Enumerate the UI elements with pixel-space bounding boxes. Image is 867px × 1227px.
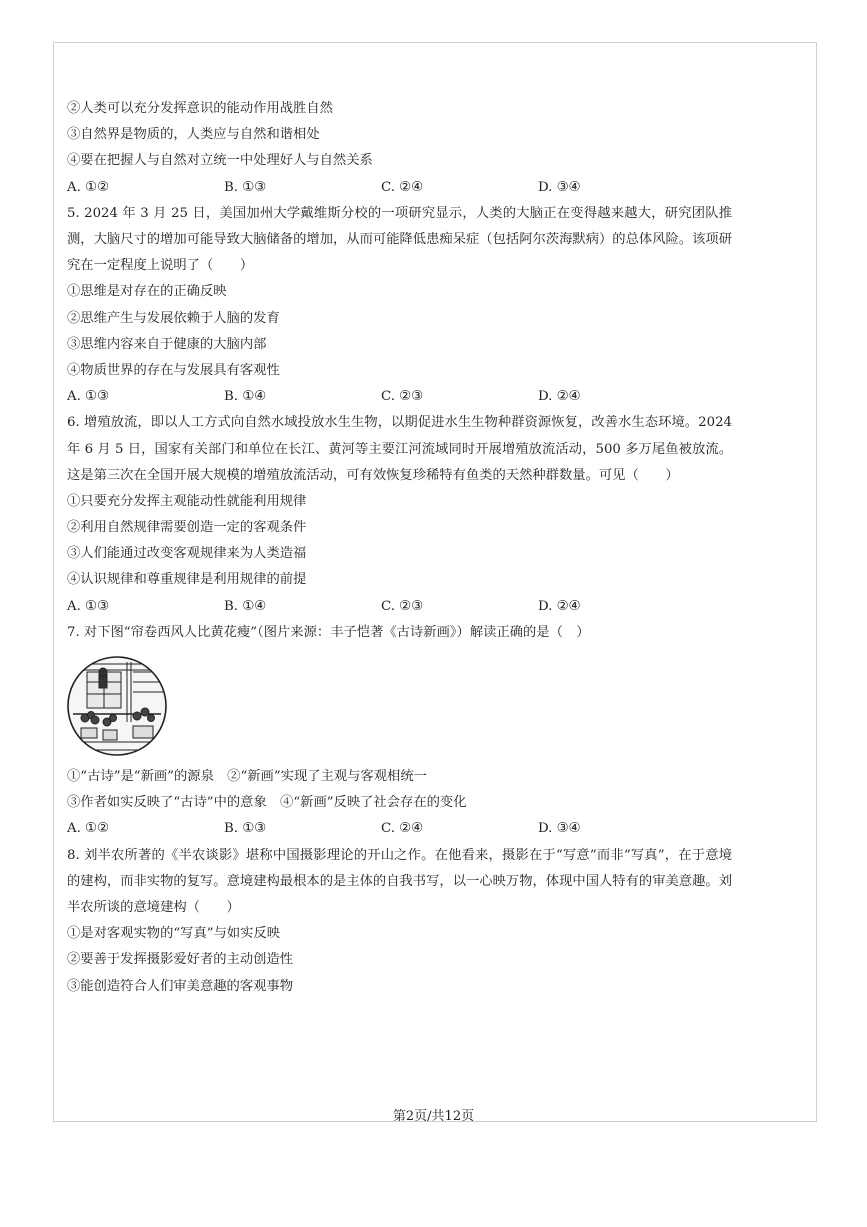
q4-item-4: ④要在把握人与自然对立统一中处理好人与自然关系: [67, 153, 373, 169]
q6-item-2: ②利用自然规律需要创造一定的客观条件: [67, 520, 307, 536]
q5-option-d: D. ②④: [538, 389, 581, 405]
q7-option-d: D. ③④: [538, 821, 581, 837]
q5-item-2: ②思维产生与发展依赖于人脑的发育: [67, 310, 280, 326]
q6-item-1: ①只要充分发挥主观能动性就能利用规律: [67, 493, 307, 509]
q8-stem: 8. 刘半农所著的《半农谈影》堪称中国摄影理论的开山之作。在他看来，摄影在于“写意”而非“写真”，在于意境的建构，而非实物的复写。意境建构最根本的是主体的自我书写，以一心映万物，体现中国人特有的审美意趣。刘半农所谈的意境建构（ ）: [67, 847, 732, 915]
q5-options: [67, 384, 757, 410]
q7-stem: 7. 对下图“帘卷西风人比黄花瘦”（图片来源：丰子恺著《古诗新画》）解读正确的是（ ）: [67, 624, 590, 640]
q6-option-d: D. ②④: [538, 598, 581, 614]
q6-option-a: A. ①③: [67, 598, 109, 614]
q6-item-4: ④认识规律和尊重规律是利用规律的前提: [67, 572, 307, 588]
q6-option-b: B. ①④: [224, 598, 267, 614]
q5-option-a: A. ①③: [67, 389, 109, 405]
q8-item-2: ②要善于发挥摄影爱好者的主动创造性: [67, 952, 294, 968]
q4-option-b: B. ①③: [224, 179, 267, 195]
q4-options: [67, 175, 757, 201]
ink-painting-image: [67, 652, 167, 760]
q5-item-1: ①思维是对存在的正确反映: [67, 284, 227, 300]
q7-option-b: B. ①③: [224, 821, 267, 837]
q6-option-c: C. ②③: [381, 598, 423, 614]
q5-item-3: ③思维内容来自于健康的大脑内部: [67, 336, 267, 352]
q6-options: [67, 594, 757, 620]
q7-items-line-1: ①“古诗”是“新画”的源泉 ②“新画”实现了主观与客观相统一: [67, 769, 427, 785]
page-footer: 第2页/共12页: [392, 1109, 475, 1124]
q7-illustration: [67, 652, 167, 760]
q7-option-a: A. ①②: [67, 821, 109, 837]
q5-option-c: C. ②③: [381, 389, 423, 405]
q8-item-3: ③能创造符合人们审美意趣的客观事物: [67, 978, 294, 994]
q8-item-1: ①是对客观实物的“写真”与如实反映: [67, 926, 281, 942]
q7-option-c: C. ②④: [381, 821, 423, 837]
q6-stem: 6. 增殖放流，即以人工方式向自然水域投放水生生物，以期促进水生生物种群资源恢复，改善水生态环境。2024 年 6 月 5 日，国家有关部门和单位在长江、黄河等主要江河流域同时开展增殖放流活动，500 多万尾鱼被放流。这是第三次在全国开展大规模的增殖放流活动，可有效恢复珍稀特有鱼类的天然种群数量。可见（ ）: [67, 415, 732, 483]
q5-option-b: B. ①④: [224, 389, 267, 405]
document-content: [67, 96, 757, 1000]
q4-option-c: C. ②④: [381, 179, 423, 195]
q6-item-3: ③人们能通过改变客观规律来为人类造福: [67, 546, 307, 562]
q4-option-a: A. ①②: [67, 179, 109, 195]
q4-option-d: D. ③④: [538, 179, 581, 195]
q7-items-line-2: ③作者如实反映了“古诗”中的意象 ④“新画”反映了社会存在的变化: [67, 795, 467, 811]
q4-item-3: ③自然界是物质的，人类应与自然和谐相处: [67, 127, 320, 143]
q5-stem: 5. 2024 年 3 月 25 日，美国加州大学戴维斯分校的一项研究显示，人类的大脑正在变得越来越大，研究团队推测，大脑尺寸的增加可能导致大脑储备的增加，从而可能降低患痴呆症（包括阿尔茨海默病）的总体风险。该项研究在一定程度上说明了（ ）: [67, 205, 732, 274]
q4-item-2: ②人类可以充分发挥意识的能动作用战胜自然: [67, 101, 333, 116]
q5-item-4: ④物质世界的存在与发展具有客观性: [67, 362, 280, 378]
q7-options: [67, 816, 757, 842]
